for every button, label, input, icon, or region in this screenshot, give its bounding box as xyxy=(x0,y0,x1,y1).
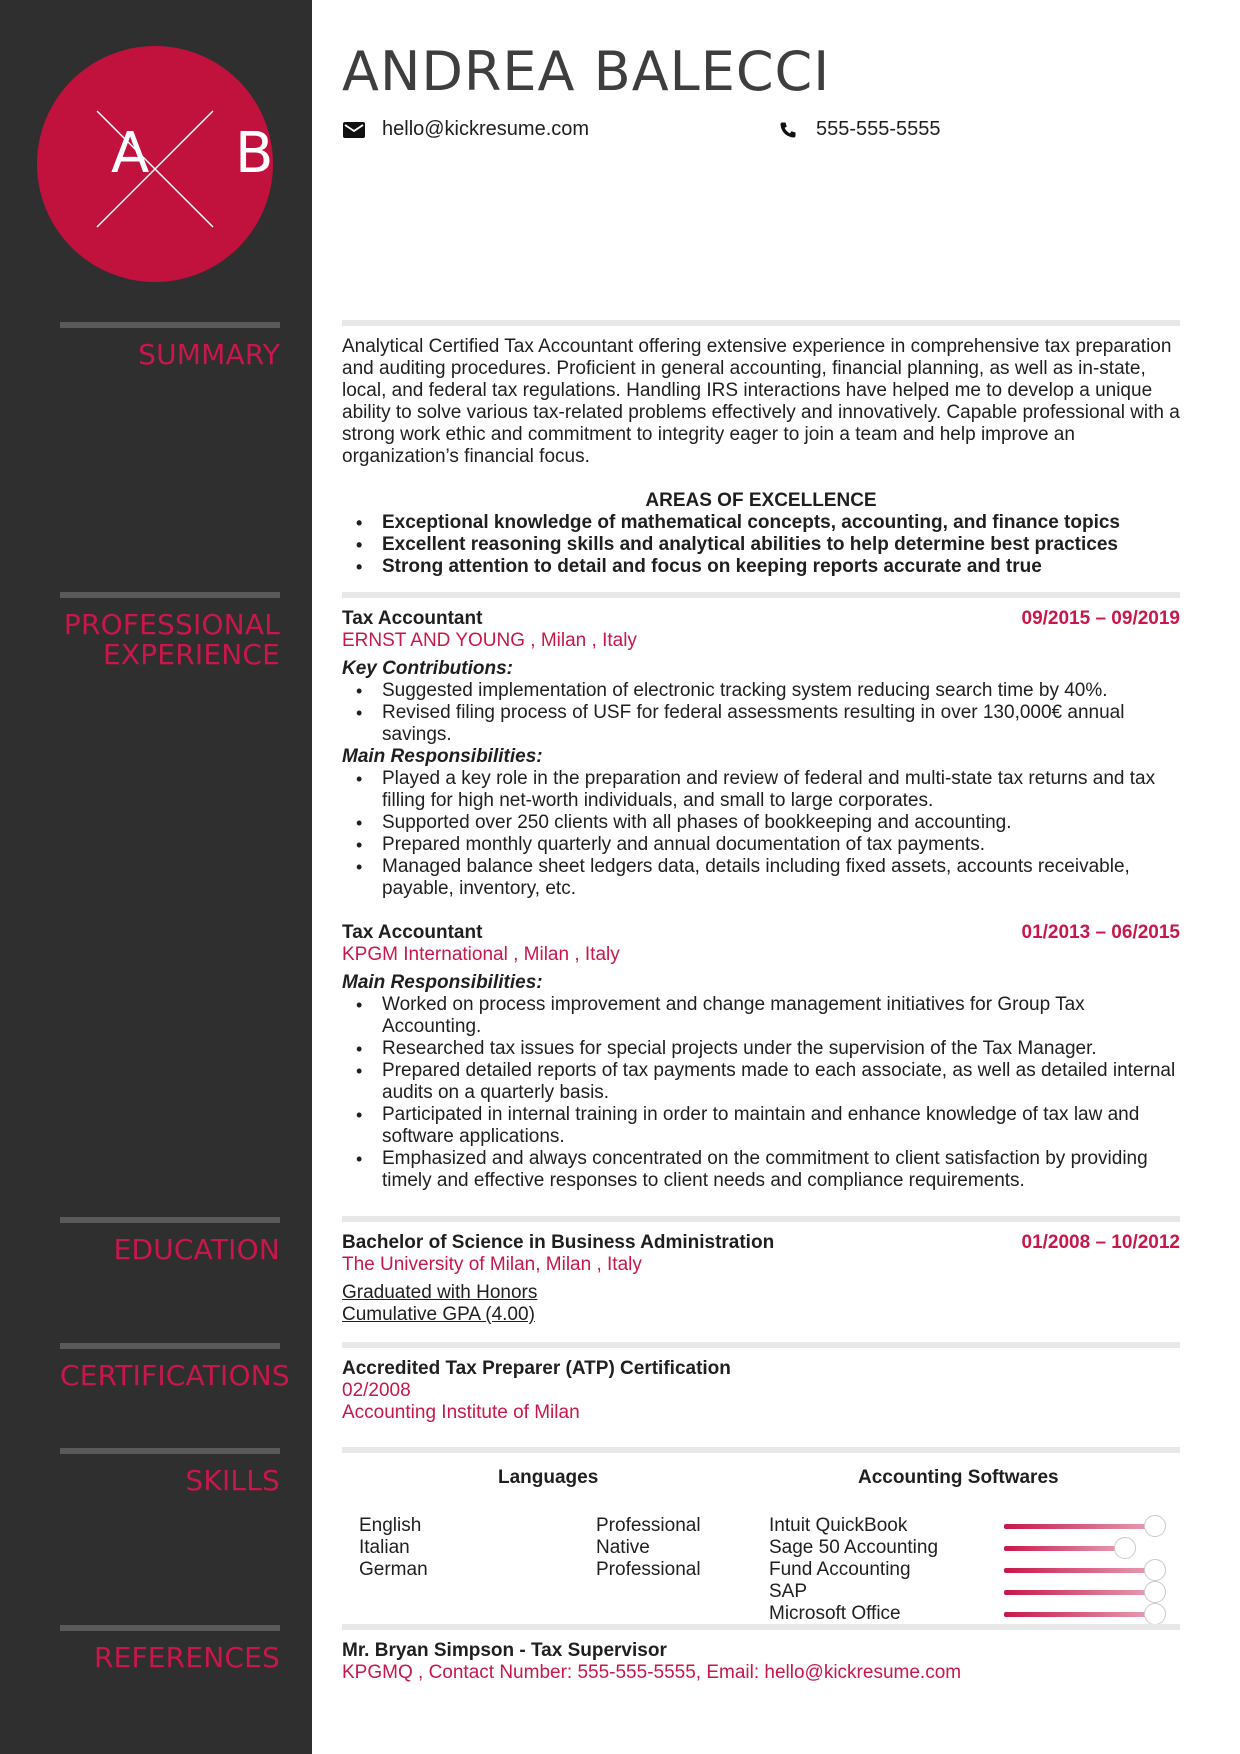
divider xyxy=(60,1217,280,1223)
sidebar-label-references: REFERENCES xyxy=(93,1641,280,1674)
skill-level-fill xyxy=(1004,1612,1154,1617)
software-heading: Accounting Softwares xyxy=(858,1467,1059,1488)
divider xyxy=(342,320,1180,326)
skill-level-handle xyxy=(1144,1559,1166,1581)
skill-level-fill xyxy=(1004,1524,1154,1529)
list-item: • Suggested implementation of electronic tracking system reducing search time by 40%. xyxy=(342,680,1180,702)
language-name: English xyxy=(359,1515,422,1536)
summary-text: Analytical Certified Tax Accountant offering extensive experience in comprehensive tax preparation and auditing procedures. Proficient in general accounting, financial planning, as well as in-state, local, and federal tax regulations. Handling IRS interactions have helped me to develop a unique ability to solve various tax-related problems effectively and innovatively. Capable professional with a strong work ethic and commitment to integrity eager to join a team and help improve an organization’s financial focus. xyxy=(342,336,1180,467)
responsibilities-label: Main Responsibilities: xyxy=(342,746,543,767)
list-item: • Participated in internal training in order to maintain and enhance knowledge of tax law and software applications. xyxy=(342,1104,1180,1148)
gpa-link[interactable]: Cumulative GPA (4.00) xyxy=(342,1304,535,1325)
software-name: Sage 50 Accounting xyxy=(769,1537,939,1558)
monogram-letter-right: B xyxy=(235,121,273,186)
contributions-label: Key Contributions: xyxy=(342,658,513,679)
list-item: • Strong attention to detail and focus on keeping reports accurate and true xyxy=(342,556,1180,578)
education-date: 01/2008 – 10/2012 xyxy=(1021,1232,1180,1253)
skill-level-fill xyxy=(1004,1546,1124,1551)
certifications-section xyxy=(342,1342,1180,1424)
school-name: The University of Milan, Milan , Italy xyxy=(342,1254,642,1275)
certification-date: 02/2008 xyxy=(342,1380,411,1401)
software-name: SAP xyxy=(769,1581,808,1602)
education-section xyxy=(342,1216,1180,1326)
contact-phone xyxy=(776,118,941,141)
responsibilities-label: Main Responsibilities: xyxy=(342,972,543,993)
sidebar-heading-references xyxy=(60,1625,280,1673)
divider xyxy=(342,1216,1180,1222)
job-company: ERNST AND YOUNG , Milan , Italy xyxy=(342,630,637,651)
phone-text[interactable]: 555-555-5555 xyxy=(816,118,941,140)
list-item: • Emphasized and always concentrated on the commitment to client satisfaction by providing timely and effective responses to client needs and compliance requirements. xyxy=(342,1148,1180,1192)
skill-level-bar xyxy=(1004,1581,1166,1603)
divider xyxy=(60,1625,280,1631)
sidebar-heading-certifications xyxy=(60,1343,290,1392)
list-item: • Researched tax issues for special projects under the supervision of the Tax Manager. xyxy=(342,1038,1180,1060)
divider xyxy=(60,1343,280,1349)
candidate-name: ANDREA BALECCI xyxy=(342,40,831,103)
phone-icon xyxy=(776,120,800,140)
skill-level-bar xyxy=(1004,1515,1166,1537)
software-name: Intuit QuickBook xyxy=(769,1515,908,1536)
divider xyxy=(342,1447,1180,1453)
language-level: Professional xyxy=(596,1515,701,1536)
skill-level-handle xyxy=(1144,1603,1166,1625)
job-date: 01/2013 – 06/2015 xyxy=(1021,922,1180,943)
certification-title: Accredited Tax Preparer (ATP) Certification xyxy=(342,1358,731,1379)
sidebar-label-experience-1: PROFESSIONAL xyxy=(63,608,280,641)
responsibilities-list xyxy=(342,994,1180,1192)
skill-level-bar xyxy=(1004,1537,1166,1559)
sidebar-heading-education xyxy=(60,1217,280,1265)
sidebar-heading-skills xyxy=(60,1448,280,1496)
skill-level-handle xyxy=(1114,1537,1136,1559)
skills-section xyxy=(342,1447,1180,1633)
language-level: Native xyxy=(596,1537,650,1558)
sidebar-label-experience-2: EXPERIENCE xyxy=(102,638,280,671)
divider xyxy=(342,1342,1180,1348)
skills-grid xyxy=(342,1463,1180,1633)
degree-title: Bachelor of Science in Business Administration xyxy=(342,1232,775,1253)
list-item: • Excellent reasoning skills and analytical abilities to help determine best practices xyxy=(342,534,1180,556)
skill-level-fill xyxy=(1004,1568,1154,1573)
sidebar-heading-summary xyxy=(60,322,280,370)
skill-level-handle xyxy=(1144,1581,1166,1603)
skill-level-bar xyxy=(1004,1603,1166,1625)
sidebar-label-skills: SKILLS xyxy=(185,1464,280,1497)
list-item: • Revised filing process of USF for federal assessments resulting in over 130,000€ annual savings. xyxy=(342,702,1180,746)
email-text[interactable]: hello@kickresume.com xyxy=(382,118,590,140)
monogram-logo xyxy=(37,46,273,282)
job-entry xyxy=(342,922,1180,1192)
excellence-title: AREAS OF EXCELLENCE xyxy=(645,490,877,511)
certification-issuer: Accounting Institute of Milan xyxy=(342,1402,580,1423)
languages-heading: Languages xyxy=(498,1467,599,1488)
list-item: • Exceptional knowledge of mathematical concepts, accounting, and finance topics xyxy=(342,512,1180,534)
divider xyxy=(60,1448,280,1454)
experience-section xyxy=(342,592,1180,1192)
job-entry xyxy=(342,608,1180,900)
divider xyxy=(60,592,280,598)
job-company: KPGM International , Milan , Italy xyxy=(342,944,620,965)
language-name: German xyxy=(359,1559,428,1580)
sidebar-heading-experience xyxy=(60,592,280,670)
job-title: Tax Accountant xyxy=(342,608,483,629)
list-item: • Worked on process improvement and change management initiatives for Group Tax Accounting. xyxy=(342,994,1180,1038)
list-item: • Managed balance sheet ledgers data, details including fixed assets, accounts receivable, payable, inventory, etc. xyxy=(342,856,1180,900)
software-name: Microsoft Office xyxy=(769,1603,901,1624)
skill-level-handle xyxy=(1144,1515,1166,1537)
sidebar-label-summary: SUMMARY xyxy=(138,338,280,371)
list-item: • Supported over 250 clients with all phases of bookkeeping and accounting. xyxy=(342,812,1180,834)
divider xyxy=(342,1624,1180,1630)
sidebar-label-education: EDUCATION xyxy=(113,1233,280,1266)
summary-section xyxy=(342,320,1180,578)
language-level: Professional xyxy=(596,1559,701,1580)
skill-level-fill xyxy=(1004,1590,1154,1595)
sidebar xyxy=(0,0,312,1754)
references-section xyxy=(342,1624,1180,1684)
honors-link[interactable]: Graduated with Honors xyxy=(342,1282,538,1303)
reference-details: KPGMQ , Contact Number: 555-555-5555, Email: hello@kickresume.com xyxy=(342,1662,962,1683)
list-item: • Played a key role in the preparation and review of federal and multi-state tax returns and tax filling for high net-worth individuals, and small to large corporates. xyxy=(342,768,1180,812)
excellence-list xyxy=(342,512,1180,578)
job-title: Tax Accountant xyxy=(342,922,483,943)
job-date: 09/2015 – 09/2019 xyxy=(1021,608,1180,629)
reference-name: Mr. Bryan Simpson - Tax Supervisor xyxy=(342,1640,667,1661)
list-item: • Prepared detailed reports of tax payments made to each associate, as well as detailed internal audits on a quarterly basis. xyxy=(342,1060,1180,1104)
responsibilities-list xyxy=(342,768,1180,900)
sidebar-label-certifications: CERTIFICATIONS xyxy=(60,1359,290,1392)
mail-icon xyxy=(342,120,366,140)
software-name: Fund Accounting xyxy=(769,1559,911,1580)
language-name: Italian xyxy=(359,1537,410,1558)
monogram-letter-left: A xyxy=(111,121,150,186)
divider xyxy=(342,592,1180,598)
divider xyxy=(60,322,280,328)
contributions-list xyxy=(342,680,1180,746)
list-item: • Prepared monthly quarterly and annual documentation of tax payments. xyxy=(342,834,1180,856)
skill-level-bar xyxy=(1004,1559,1166,1581)
contact-email xyxy=(342,118,589,141)
